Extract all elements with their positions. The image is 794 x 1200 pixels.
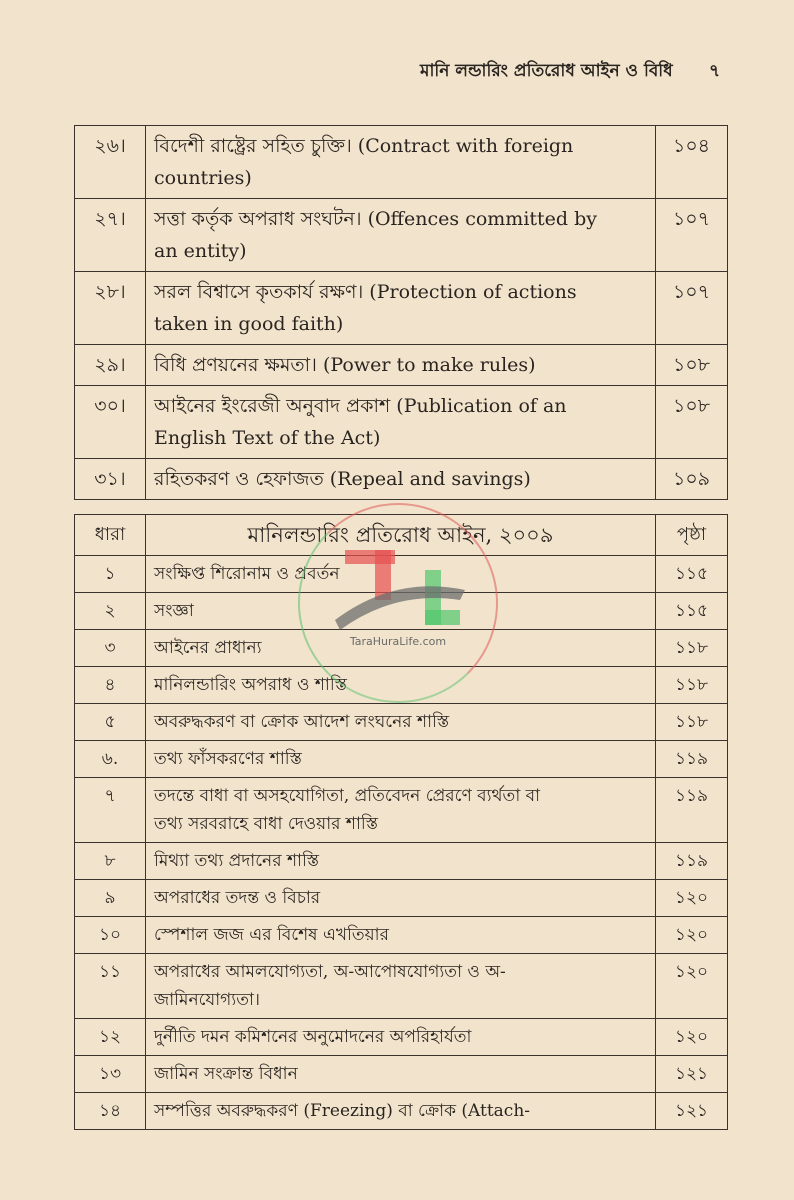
- table-row: [75, 345, 728, 386]
- page-ref: ১১৮: [656, 704, 728, 741]
- page-ref: ১২০: [656, 954, 728, 1019]
- section-title: [146, 386, 656, 459]
- table-row: [75, 556, 728, 593]
- section-number: ২৬।: [75, 126, 146, 199]
- section-number: ৩০।: [75, 386, 146, 459]
- page-ref: ১১৫: [656, 593, 728, 630]
- section-title-line: তদন্তে বাধা বা অসহযোগিতা, প্রতিবেদন প্রেরণে ব্যর্থতা বা: [154, 786, 541, 806]
- section-number: ২৭।: [75, 199, 146, 272]
- section-title-line: মানিলন্ডারিং অপরাধ ও শাস্তি: [154, 675, 347, 695]
- page-ref: ১২০: [656, 1019, 728, 1056]
- section-title-line: জামিন সংক্রান্ত বিধান: [154, 1064, 298, 1084]
- table-row: [75, 1093, 728, 1130]
- section-title: [146, 459, 656, 500]
- section-number: ৮: [75, 843, 146, 880]
- section-title: [146, 880, 656, 917]
- table-row: [75, 880, 728, 917]
- section-title-line: রহিতকরণ ও হেফাজত (Repeal and savings): [154, 468, 531, 490]
- section-title: [146, 345, 656, 386]
- page-ref: ১১৮: [656, 667, 728, 704]
- header-title: মানি লন্ডারিং প্রতিরোধ আইন ও বিধি: [420, 61, 673, 81]
- page-ref: ১১৫: [656, 556, 728, 593]
- section-title-line: an entity): [154, 240, 247, 262]
- page-ref: ১২০: [656, 880, 728, 917]
- section-title-line: সংজ্ঞা: [154, 601, 194, 621]
- page-ref: ১০৪: [656, 126, 728, 199]
- page-ref: ১০৮: [656, 386, 728, 459]
- section-number: ১২: [75, 1019, 146, 1056]
- page-ref: ১২১: [656, 1056, 728, 1093]
- section-title-line: English Text of the Act): [154, 427, 381, 449]
- section-title-line: অবরুদ্ধকরণ বা ক্রোক আদেশ লংঘনের শাস্তি: [154, 712, 450, 732]
- page-ref: ১০৭: [656, 199, 728, 272]
- section-title-line: সম্পত্তির অবরুদ্ধকরণ (Freezing) বা ক্রোক (Attach-: [154, 1101, 531, 1121]
- table-row: [75, 778, 728, 843]
- table-row: [75, 272, 728, 345]
- header-page: পৃষ্ঠা: [656, 515, 728, 556]
- table-row: [75, 386, 728, 459]
- table-row: [75, 593, 728, 630]
- section-number: ৩: [75, 630, 146, 667]
- section-title: [146, 556, 656, 593]
- section-number: ১৩: [75, 1056, 146, 1093]
- table-row: [75, 630, 728, 667]
- section-title: [146, 126, 656, 199]
- table-row: [75, 704, 728, 741]
- watermark-text: TaraHuraLife.com: [349, 635, 447, 648]
- section-number: ১: [75, 556, 146, 593]
- table-row: [75, 1056, 728, 1093]
- section-number: ৪: [75, 667, 146, 704]
- section-number: ৩১।: [75, 459, 146, 500]
- section-title: [146, 954, 656, 1019]
- section-title-line: অপরাধের আমলযোগ্যতা, অ-আপোষযোগ্যতা ও অ-: [154, 962, 506, 982]
- page-ref: ১২০: [656, 917, 728, 954]
- page-ref: ১২১: [656, 1093, 728, 1130]
- section-title-line: সত্তা কর্তৃক অপরাধ সংঘটন। (Offences committed by: [154, 208, 598, 230]
- section-title-line: অপরাধের তদন্ত ও বিচার: [154, 888, 321, 908]
- section-title-line: মিথ্যা তথ্য প্রদানের শাস্তি: [154, 851, 320, 871]
- page-ref: ১০৭: [656, 272, 728, 345]
- section-number: ২৮।: [75, 272, 146, 345]
- table-row: [75, 1019, 728, 1056]
- section-title-line: সংক্ষিপ্ত শিরোনাম ও প্রবর্তন: [154, 564, 340, 584]
- contents-table-continued: [74, 125, 728, 500]
- section-title-line: তথ্য সরবরাহে বাধা দেওয়ার শাস্তি: [154, 814, 378, 834]
- page-ref: ১১৯: [656, 741, 728, 778]
- page-ref: ১১৯: [656, 778, 728, 843]
- section-number: ২৯।: [75, 345, 146, 386]
- section-title-line: স্পেশাল জজ এর বিশেষ এখতিয়ার: [154, 925, 389, 945]
- table-row: [75, 954, 728, 1019]
- table-row: [75, 843, 728, 880]
- section-title: [146, 272, 656, 345]
- section-title-line: দুর্নীতি দমন কমিশনের অনুমোদনের অপরিহার্যতা: [154, 1027, 472, 1047]
- contents-table-act-2009: [74, 514, 728, 1130]
- table-row: [75, 126, 728, 199]
- section-title-line: বিধি প্রণয়নের ক্ষমতা। (Power to make rules): [154, 354, 536, 376]
- section-title-line: জামিনযোগ্যতা।: [154, 990, 260, 1010]
- section-title: [146, 1056, 656, 1093]
- section-title-line: countries): [154, 167, 252, 189]
- section-title: [146, 741, 656, 778]
- section-title-line: আইনের প্রাধান্য: [154, 638, 262, 658]
- section-title: [146, 630, 656, 667]
- section-title: [146, 199, 656, 272]
- page-ref: ১০৮: [656, 345, 728, 386]
- section-title-line: বিদেশী রাষ্ট্রের সহিত চুক্তি। (Contract with foreign: [154, 135, 574, 157]
- section-number: ১১: [75, 954, 146, 1019]
- running-header: [420, 58, 720, 86]
- section-number: ৫: [75, 704, 146, 741]
- section-title: [146, 917, 656, 954]
- table-row: [75, 199, 728, 272]
- page-ref: ১০৯: [656, 459, 728, 500]
- section-title: [146, 704, 656, 741]
- section-number: ৯: [75, 880, 146, 917]
- section-number: ১৪: [75, 1093, 146, 1130]
- section-title: [146, 593, 656, 630]
- header-section: ধারা: [75, 515, 146, 556]
- section-number: ১০: [75, 917, 146, 954]
- table-row: [75, 741, 728, 778]
- section-number: ৬.: [75, 741, 146, 778]
- table-header-row: [75, 515, 728, 556]
- page-ref: ১১৯: [656, 843, 728, 880]
- section-title: [146, 1093, 656, 1130]
- section-title: [146, 843, 656, 880]
- page-number: ৭: [708, 61, 720, 81]
- page-ref: ১১৮: [656, 630, 728, 667]
- section-title-line: তথ্য ফাঁসকরণের শাস্তি: [154, 749, 302, 769]
- header-act-title: মানিলন্ডারিং প্রতিরোধ আইন, ২০০৯: [146, 515, 656, 556]
- table-row: [75, 667, 728, 704]
- section-number: ২: [75, 593, 146, 630]
- section-number: ৭: [75, 778, 146, 843]
- section-title-line: সরল বিশ্বাসে কৃতকার্য রক্ষণ। (Protection of actions: [154, 281, 577, 303]
- section-title: [146, 778, 656, 843]
- section-title: [146, 667, 656, 704]
- section-title-line: আইনের ইংরেজী অনুবাদ প্রকাশ (Publication of an: [154, 395, 567, 417]
- section-title: [146, 1019, 656, 1056]
- table-row: [75, 459, 728, 500]
- table-row: [75, 917, 728, 954]
- section-title-line: taken in good faith): [154, 313, 344, 335]
